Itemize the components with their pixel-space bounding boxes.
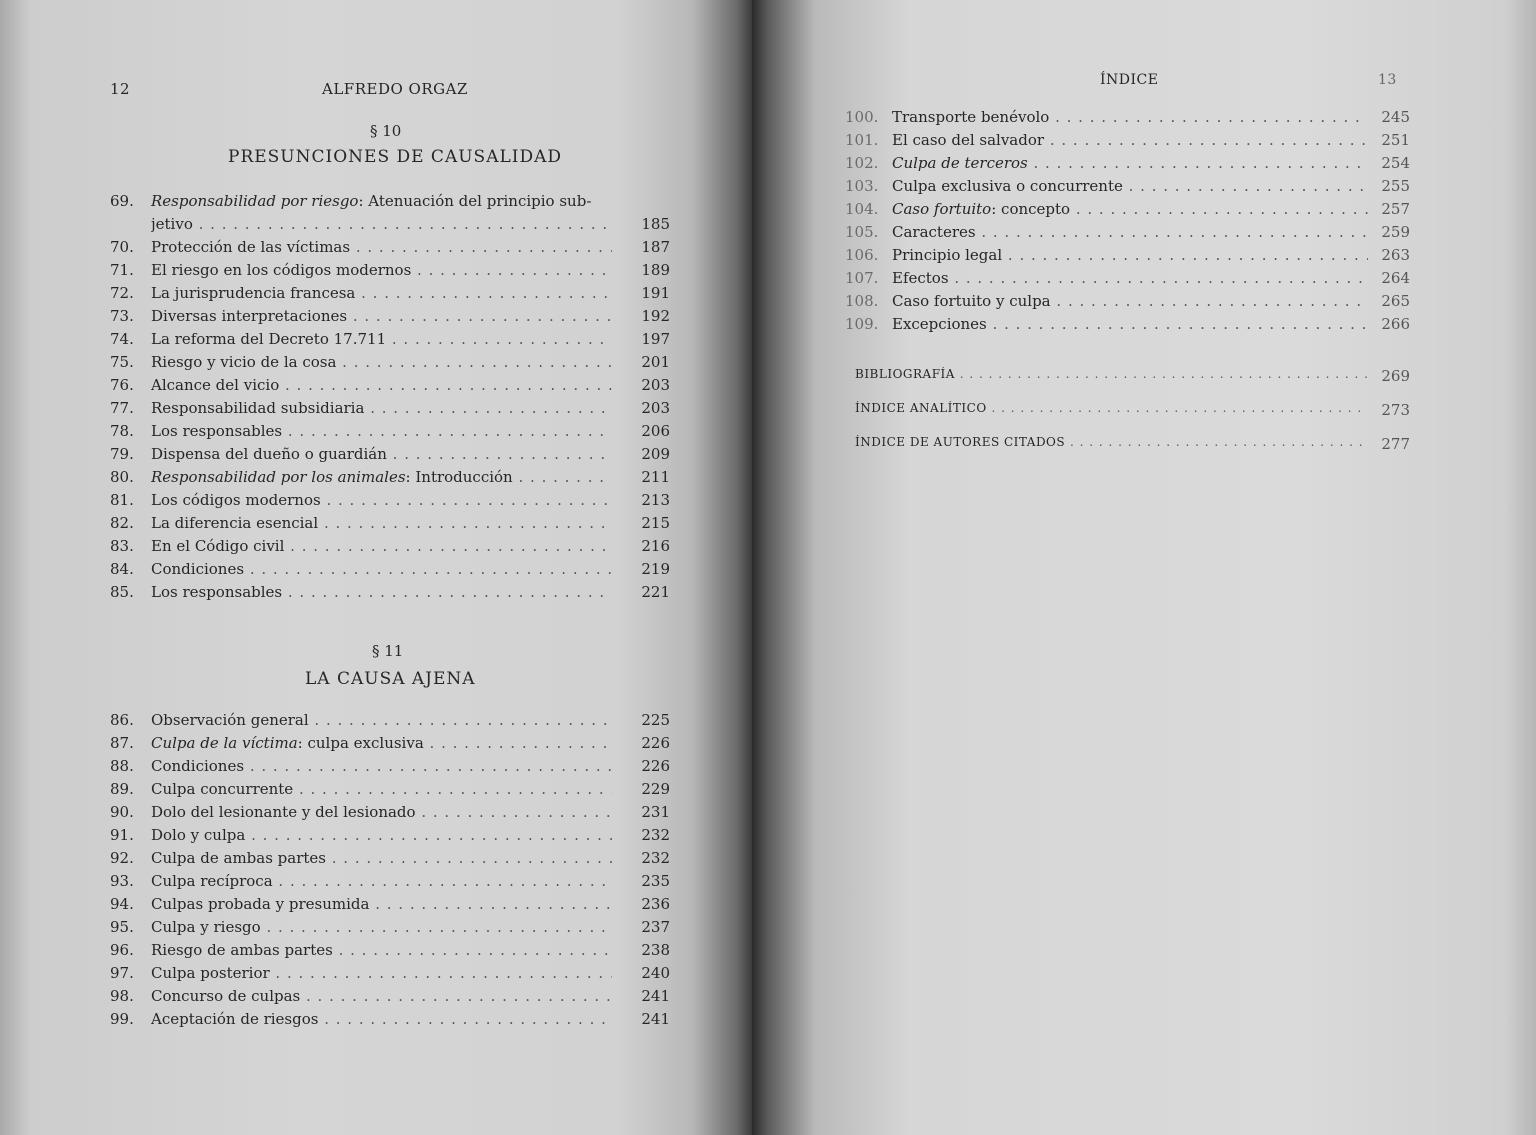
entry-page: 197 [641,330,670,348]
left-running-head: ALFREDO ORGAZ [322,80,468,98]
entry-title: Excepciones . . . [892,315,1368,333]
entry-page: 240 [641,964,670,982]
entry-page: 185 [641,215,670,233]
section-11-mark: § 11 [372,642,404,660]
entry-title: Protección de las víctimas . . . [151,238,612,256]
toc-entry-107: 107. Efectos . . . 264 [845,269,1410,291]
entry-title: Dolo y culpa . . . [151,826,612,844]
entry-page: 236 [641,895,670,913]
entry-title: Culpa recíproca . . . [151,872,612,890]
toc-entry-88: 88. Condiciones . . . 226 [110,757,670,779]
entry-title: Culpa concurrente . . . [151,780,612,798]
entry-page: 264 [1381,269,1410,287]
entry-page: 191 [641,284,670,302]
toc-entry-98: 98. Concurso de culpas . . . 241 [110,987,670,1009]
toc-entry-83: 83. En el Código civil . . . 216 [110,537,670,559]
toc-entry-106: 106. Principio legal . . . 263 [845,246,1410,268]
entry-title: BIBLIOGRAFÍA . . . [855,367,1368,381]
toc-entry-77: 77. Responsabilidad subsidiaria . . . 203 [110,399,670,421]
entry-title: Diversas interpretaciones . . . [151,307,612,325]
entry-page: 241 [641,987,670,1005]
entry-title: La jurisprudencia francesa . . . [151,284,612,302]
entry-page: 225 [641,711,670,729]
entry-page: 269 [1381,367,1410,385]
entry-title: El riesgo en los códigos modernos . . . [151,261,612,279]
section-10-mark: § 10 [370,122,402,140]
toc-entry-80: 80. Responsabilidad por los animales: Introducción . . . 211 [110,468,670,490]
toc-entry-101: 101. El caso del salvador . . . 251 [845,131,1410,153]
entry-title: Los responsables . . . [151,422,612,440]
toc-entry-81: 81. Los códigos modernos . . . 213 [110,491,670,513]
toc-entry-72: 72. La jurisprudencia francesa . . . 191 [110,284,670,306]
toc-entry-95: 95. Culpa y riesgo . . . 237 [110,918,670,940]
entry-title: Dolo del lesionante y del lesionado . . . [151,803,612,821]
right-page-number: 13 [1378,72,1397,88]
entry-page: 238 [641,941,670,959]
entry-title: jetivo . . . [151,215,612,233]
entry-title: Condiciones . . . [151,560,612,578]
entry-title: Condiciones . . . [151,757,612,775]
entry-title: Culpa posterior . . . [151,964,612,982]
toc-entry-76: 76. Alcance del vicio . . . 203 [110,376,670,398]
entry-page: 213 [641,491,670,509]
left-page-number: 12 [110,80,131,98]
section-11-title: LA CAUSA AJENA [305,669,476,689]
entry-title: ÍNDICE DE AUTORES CITADOS . . . [855,435,1368,449]
entry-title: Riesgo de ambas partes . . . [151,941,612,959]
toc-entry-92: 92. Culpa de ambas partes . . . 232 [110,849,670,871]
toc-entry-109: 109. Excepciones . . . 266 [845,315,1410,337]
toc-entry-84: 84. Condiciones . . . 219 [110,560,670,582]
entry-page: 266 [1381,315,1410,333]
toc-entry-69-cont [110,215,670,237]
right-running-head: ÍNDICE [1100,72,1159,88]
entry-page: 263 [1381,246,1410,264]
toc-entry-86: 86. Observación general . . . 225 [110,711,670,733]
toc-entry-85: 85. Los responsables . . . 221 [110,583,670,605]
entry-page: 273 [1381,401,1410,419]
entry-page: 235 [641,872,670,890]
entry-title: ÍNDICE ANALÍTICO . . . [855,401,1368,415]
entry-title: El caso del salvador . . . [892,131,1368,149]
entry-page: 226 [641,757,670,775]
entry-title: Culpa y riesgo . . . [151,918,612,936]
toc-entry-94: 94. Culpas probada y presumida . . . 236 [110,895,670,917]
toc-entry-74: 74. La reforma del Decreto 17.711 . . . 197 [110,330,670,352]
entry-page: 254 [1381,154,1410,172]
entry-page: 237 [641,918,670,936]
entry-page: 226 [641,734,670,752]
entry-page: 231 [641,803,670,821]
entry-page: 265 [1381,292,1410,310]
entry-page: 187 [641,238,670,256]
entry-page: 229 [641,780,670,798]
toc-entry-99: 99. Aceptación de riesgos . . . 241 [110,1010,670,1032]
entry-page: 219 [641,560,670,578]
toc-entry-105: 105. Caracteres . . . 259 [845,223,1410,245]
toc-entry-97: 97. Culpa posterior . . . 240 [110,964,670,986]
entry-title: Principio legal . . . [892,246,1368,264]
entry-title: Culpa exclusiva o concurrente . . . [892,177,1368,195]
entry-page: 203 [641,399,670,417]
entry-title-line1: Responsabilidad por riesgo: Atenuación del principio sub- [151,192,592,210]
entry-page: 241 [641,1010,670,1028]
toc-entry-90: 90. Dolo del lesionante y del lesionado . . . 231 [110,803,670,825]
entry-page: 277 [1381,435,1410,453]
toc-entry-89: 89. Culpa concurrente . . . 229 [110,780,670,802]
appendix-bibliografia [855,367,1410,389]
entry-page: 251 [1381,131,1410,149]
toc-entry-69 [110,192,670,214]
entry-page: 203 [641,376,670,394]
entry-page: 215 [641,514,670,532]
entry-title: Observación general . . . [151,711,612,729]
entry-number: 69. [110,192,134,210]
toc-entry-82: 82. La diferencia esencial . . . 215 [110,514,670,536]
appendix-indice-analitico [855,401,1410,423]
toc-entry-100: 100. Transporte benévolo . . . 245 [845,108,1410,130]
entry-title: Caso fortuito y culpa . . . [892,292,1368,310]
toc-entry-103: 103. Culpa exclusiva o concurrente . . . 255 [845,177,1410,199]
toc-entry-87: 87. Culpa de la víctima: culpa exclusiva . . . 226 [110,734,670,756]
entry-title: La reforma del Decreto 17.711 . . . [151,330,612,348]
entry-title: Dispensa del dueño o guardián . . . [151,445,612,463]
entry-page: 232 [641,849,670,867]
entry-title: Los códigos modernos . . . [151,491,612,509]
entry-page: 216 [641,537,670,555]
appendix-indice-autores [855,435,1410,457]
toc-entry-71: 71. El riesgo en los códigos modernos . . . 189 [110,261,670,283]
entry-page: 192 [641,307,670,325]
entry-page: 206 [641,422,670,440]
toc-entry-104: 104. Caso fortuito: concepto . . . 257 [845,200,1410,222]
entry-title: Responsabilidad subsidiaria . . . [151,399,612,417]
entry-title: Riesgo y vicio de la cosa . . . [151,353,612,371]
toc-entry-79: 79. Dispensa del dueño o guardián . . . 209 [110,445,670,467]
toc-entry-70: 70. Protección de las víctimas . . . 187 [110,238,670,260]
entry-title: Culpas probada y presumida . . . [151,895,612,913]
entry-page: 232 [641,826,670,844]
entry-title: Culpa de ambas partes . . . [151,849,612,867]
entry-page: 189 [641,261,670,279]
toc-entry-73: 73. Diversas interpretaciones . . . 192 [110,307,670,329]
entry-page: 255 [1381,177,1410,195]
entry-title: Transporte benévolo . . . [892,108,1368,126]
entry-title: La diferencia esencial . . . [151,514,612,532]
entry-title: Alcance del vicio . . . [151,376,612,394]
entry-page: 259 [1381,223,1410,241]
toc-entry-102: 102. Culpa de terceros . . . 254 [845,154,1410,176]
entry-page: 211 [641,468,670,486]
entry-title: Caracteres . . . [892,223,1368,241]
section-10-title: PRESUNCIONES DE CAUSALIDAD [228,147,563,167]
toc-entry-75: 75. Riesgo y vicio de la cosa . . . 201 [110,353,670,375]
entry-page: 221 [641,583,670,601]
entry-page: 257 [1381,200,1410,218]
entry-page: 209 [641,445,670,463]
entry-title: Efectos . . . [892,269,1368,287]
toc-entry-108: 108. Caso fortuito y culpa . . . 265 [845,292,1410,314]
entry-title: Caso fortuito: concepto . . . [892,200,1368,218]
toc-entry-93: 93. Culpa recíproca . . . 235 [110,872,670,894]
entry-title: Culpa de la víctima: culpa exclusiva . . . [151,734,612,752]
entry-page: 245 [1381,108,1410,126]
entry-title: Culpa de terceros . . . [892,154,1368,172]
entry-title: Concurso de culpas . . . [151,987,612,1005]
entry-title: En el Código civil . . . [151,537,612,555]
entry-title: Aceptación de riesgos . . . [151,1010,612,1028]
toc-entry-96: 96. Riesgo de ambas partes . . . 238 [110,941,670,963]
toc-entry-78: 78. Los responsables . . . 206 [110,422,670,444]
toc-entry-91: 91. Dolo y culpa . . . 232 [110,826,670,848]
entry-title: Los responsables . . . [151,583,612,601]
entry-title: Responsabilidad por los animales: Introducción . . . [151,468,612,486]
entry-page: 201 [641,353,670,371]
